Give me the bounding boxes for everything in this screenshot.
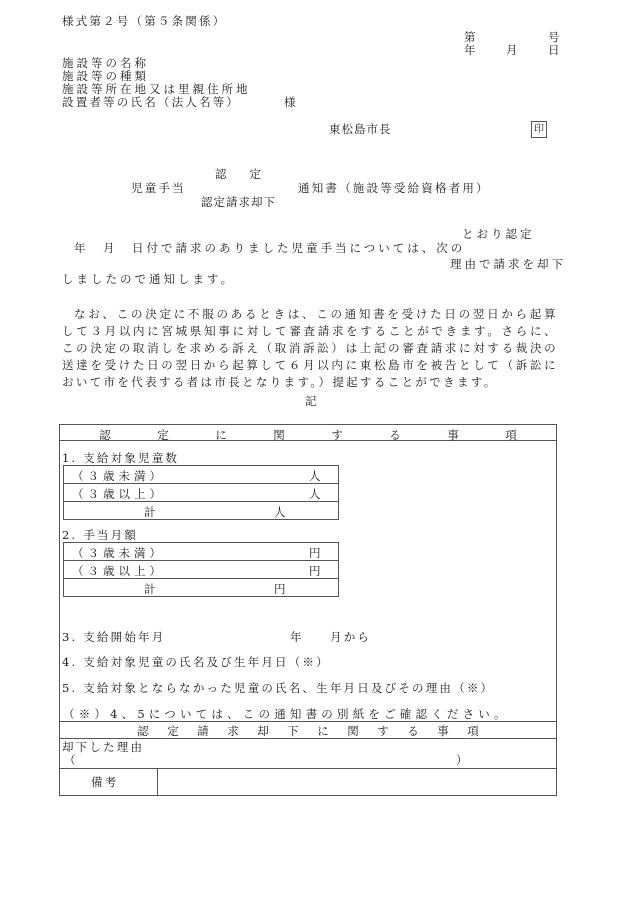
title-option-approval: 認 定 <box>215 167 261 181</box>
remarks-label: 備考 <box>91 775 119 789</box>
item-1-label: 1. 支給対象児童数 <box>62 451 180 465</box>
total-label: 計 <box>144 505 156 519</box>
facility-type-label: 施設等の種類 <box>62 69 149 83</box>
child-count-row-under-3 <box>64 466 338 484</box>
amount-total-row <box>64 579 338 597</box>
rejection-section-header <box>59 723 557 739</box>
amount-row-under-3 <box>64 543 338 561</box>
child-count-table <box>63 465 339 520</box>
appeal-notice-paragraph: なお、この決定に不服のあるときは、この通知書を受けた日の翌日から起算して３月以内に宮城県知事に対して審査請求をすることができます。さらに、この決定の取消しを求める訴え（取消訴訟）は上記の審査請求に対する裁決の送達を受けた日の翌日から起算して６月以内に東松島市を被告として（訴訟において市を代表する者は市長となります。）提起することができます。 <box>62 307 558 389</box>
date-month: 月 <box>506 43 518 57</box>
title-prefix: 児童手当 <box>131 181 186 195</box>
remarks-field[interactable] <box>160 770 554 794</box>
row-unit: 人 <box>309 469 321 483</box>
header-char: 却 <box>257 724 269 738</box>
date-year: 年 <box>464 43 476 57</box>
reason-paren-open: （ <box>64 753 76 767</box>
header-char: に <box>317 724 329 738</box>
header-char: 認 <box>137 724 149 738</box>
table-divider <box>157 768 158 796</box>
row-label: （３歳以上） <box>72 487 165 501</box>
header-char: す <box>331 428 343 442</box>
item-3-year: 年 <box>290 630 302 644</box>
header-char: 項 <box>467 724 479 738</box>
table-divider <box>59 768 557 769</box>
attachment-note: （※）4、5については、この通知書の別紙をご確認ください。 <box>63 707 510 721</box>
header-char: る <box>407 724 419 738</box>
row-label: （３歳未満） <box>72 546 165 560</box>
doc-number-suffix: 号 <box>548 30 560 44</box>
header-char: 項 <box>505 428 517 442</box>
row-unit: 円 <box>309 546 321 560</box>
total-unit: 円 <box>274 582 286 596</box>
reason-paren-close: ） <box>456 753 468 767</box>
header-char: 求 <box>227 724 239 738</box>
header-char: 定 <box>167 724 179 738</box>
item-2-label: 2. 手当月額 <box>62 528 139 542</box>
doc-number-prefix: 第 <box>464 30 476 44</box>
table-divider <box>59 721 557 722</box>
row-label: （３歳未満） <box>72 469 165 483</box>
item-5-label: 5. 支給対象とならなかった児童の氏名、生年月日及びその理由（※） <box>62 681 495 695</box>
monthly-amount-table <box>63 542 339 597</box>
item-3-month-from: 月から <box>330 630 372 644</box>
total-unit: 人 <box>274 505 286 519</box>
body-alt-rejection: 理由で請求を却下 <box>450 257 566 271</box>
row-unit: 人 <box>309 487 321 501</box>
title-suffix: 通知書（施設等受給資格者用） <box>298 181 490 195</box>
rejection-reason-field[interactable] <box>73 754 453 767</box>
header-char: る <box>389 428 401 442</box>
header-char: 下 <box>287 724 299 738</box>
honorific: 様 <box>284 95 296 109</box>
header-char: 関 <box>347 724 359 738</box>
header-char: 請 <box>197 724 209 738</box>
ki-mark: 記 <box>305 394 317 408</box>
issuer-name: 東松島市長 <box>329 122 392 136</box>
total-label: 計 <box>144 582 156 596</box>
child-count-total-row <box>64 502 338 520</box>
body-alt-approval: とおり認定 <box>462 227 535 241</box>
establisher-label: 設置者等の氏名（法人名等） <box>62 95 241 109</box>
seal-mark: 印 <box>531 121 547 138</box>
facility-name-label: 施設等の名称 <box>62 56 149 70</box>
header-char: す <box>377 724 389 738</box>
row-label: （３歳以上） <box>72 564 165 578</box>
amount-row-3-and-over <box>64 561 338 579</box>
child-count-row-3-and-over <box>64 484 338 502</box>
date-day: 日 <box>548 43 560 57</box>
item-4-label: 4. 支給対象児童の氏名及び生年月日（※） <box>62 655 330 669</box>
row-unit: 円 <box>309 564 321 578</box>
form-number: 様式第２号（第５条関係） <box>62 14 227 28</box>
header-char: 認 <box>99 428 111 442</box>
header-char: に <box>215 428 227 442</box>
header-char: 関 <box>273 428 285 442</box>
rejection-reason-label: 却下した理由 <box>62 740 145 754</box>
body-line-2: しましたので通知します。 <box>62 272 236 286</box>
body-line-1: 年 月 日付で請求のありました児童手当については、次の <box>74 241 466 255</box>
header-char: 事 <box>447 428 459 442</box>
facility-address-label: 施設等所在地又は里親住所地 <box>62 82 251 96</box>
approval-section-header <box>59 427 557 443</box>
item-3-label: 3. 支給開始年月 <box>62 630 166 644</box>
header-char: 定 <box>157 428 169 442</box>
title-option-rejection: 認定請求却下 <box>201 195 276 209</box>
header-char: 事 <box>437 724 449 738</box>
